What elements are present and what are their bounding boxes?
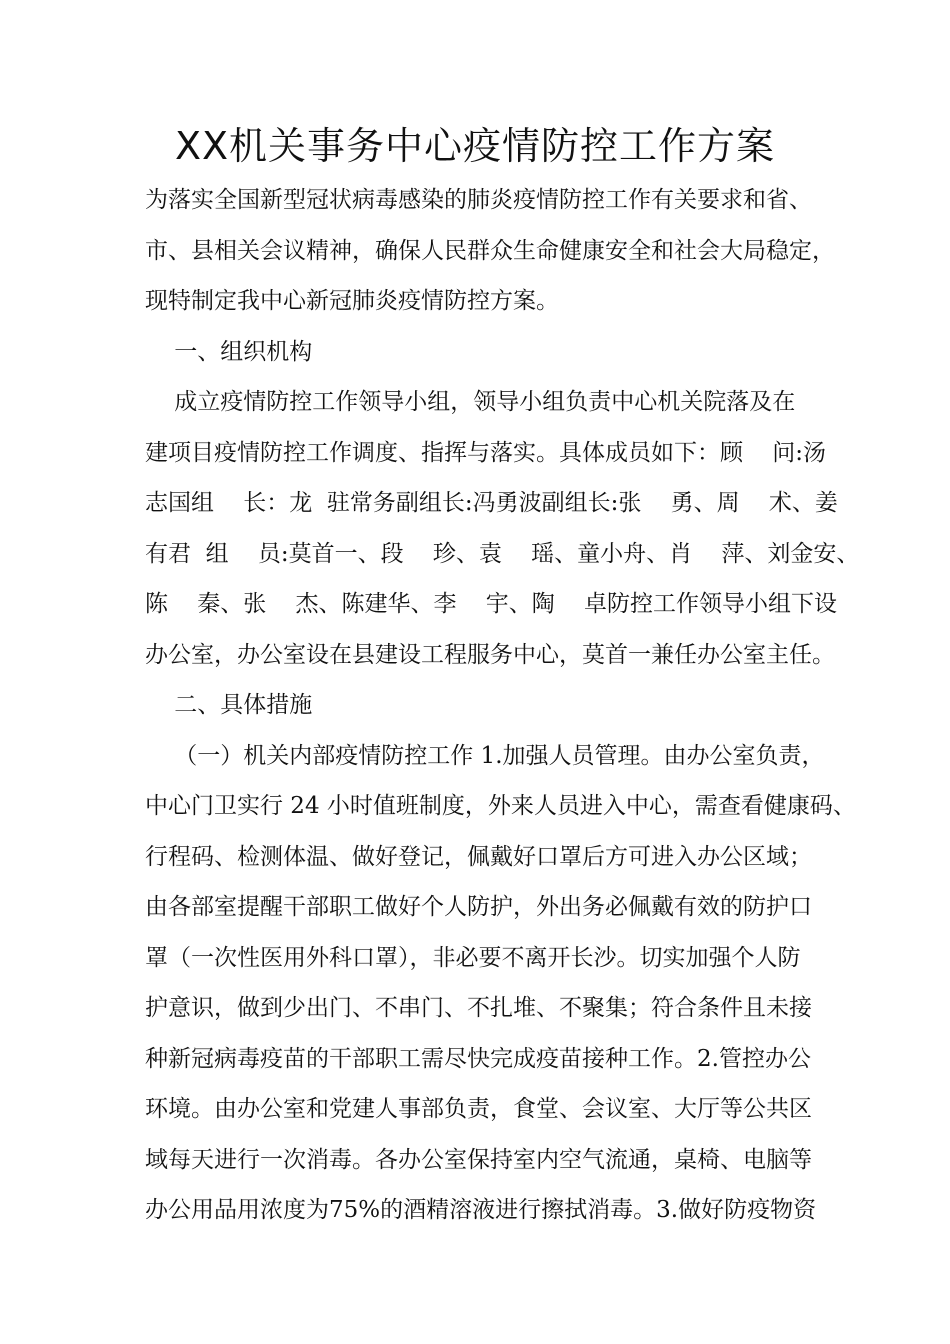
text-line: 有君 组 员:莫首一、段 珍、袁 瑶、童小舟、肖 萍、刘金安、 <box>145 540 860 567</box>
text-line: 种新冠病毒疫苗的干部职工需尽快完成疫苗接种工作。2.管控办公 <box>145 1045 811 1072</box>
document-title: XX机关事务中心疫情防控工作方案 <box>174 124 776 168</box>
text-line: 行程码、检测体温、做好登记，佩戴好口罩后方可进入办公区域； <box>145 843 812 870</box>
text-line: 办公用品用浓度为75%的酒精溶液进行擦拭消毒。3.做好防疫物资 <box>145 1197 817 1223</box>
text-line: 罩（一次性医用外科口罩），非必要不离开长沙。切实加强个人防 <box>145 944 801 971</box>
text-line: 中心门卫实行 24 小时值班制度，外来人员进入中心，需查看健康码、 <box>145 793 856 819</box>
text-line: 护意识，做到少出门、不串门、不扎堆、不聚集；符合条件且未接 <box>145 995 812 1021</box>
text-line: 现特制定我中心新冠肺炎疫情防控方案。 <box>145 288 559 314</box>
text-line: 市、县相关会议精神，确保人民群众生命健康安全和社会大局稳定， <box>145 237 835 264</box>
section-heading-measures: 二、具体措施 <box>145 692 313 718</box>
text-line: 由各部室提醒干部职工做好个人防护，外出务必佩戴有效的防护口 <box>145 894 812 920</box>
text-line: 志国组 长：龙 驻常务副组长:冯勇波副组长:张 勇、周 术、姜 <box>145 490 838 516</box>
text-line: 建项目疫情防控工作调度、指挥与落实。具体成员如下：顾 问:汤 <box>145 439 826 466</box>
text-line: 域每天进行一次消毒。各办公室保持室内空气流通，桌椅、电脑等 <box>145 1146 812 1173</box>
text-line: 环境。由办公室和党建人事部负责，食堂、会议室、大厅等公共区 <box>145 1096 812 1122</box>
text-line: 成立疫情防控工作领导小组，领导小组负责中心机关院落及在 <box>145 389 796 415</box>
section-heading-organization: 一、组织机构 <box>145 338 313 365</box>
document-body <box>145 185 860 1246</box>
text-line: 办公室，办公室设在县建设工程服务中心，莫首一兼任办公室主任。 <box>145 641 835 668</box>
text-line: （一）机关内部疫情防控工作 1.加强人员管理。由办公室负责， <box>145 742 825 769</box>
text-line: 为落实全国新型冠状病毒感染的肺炎疫情防控工作有关要求和省、 <box>145 187 812 213</box>
text-line: 陈 秦、张 杰、陈建华、李 宇、陶 卓防控工作领导小组下设 <box>145 591 837 617</box>
